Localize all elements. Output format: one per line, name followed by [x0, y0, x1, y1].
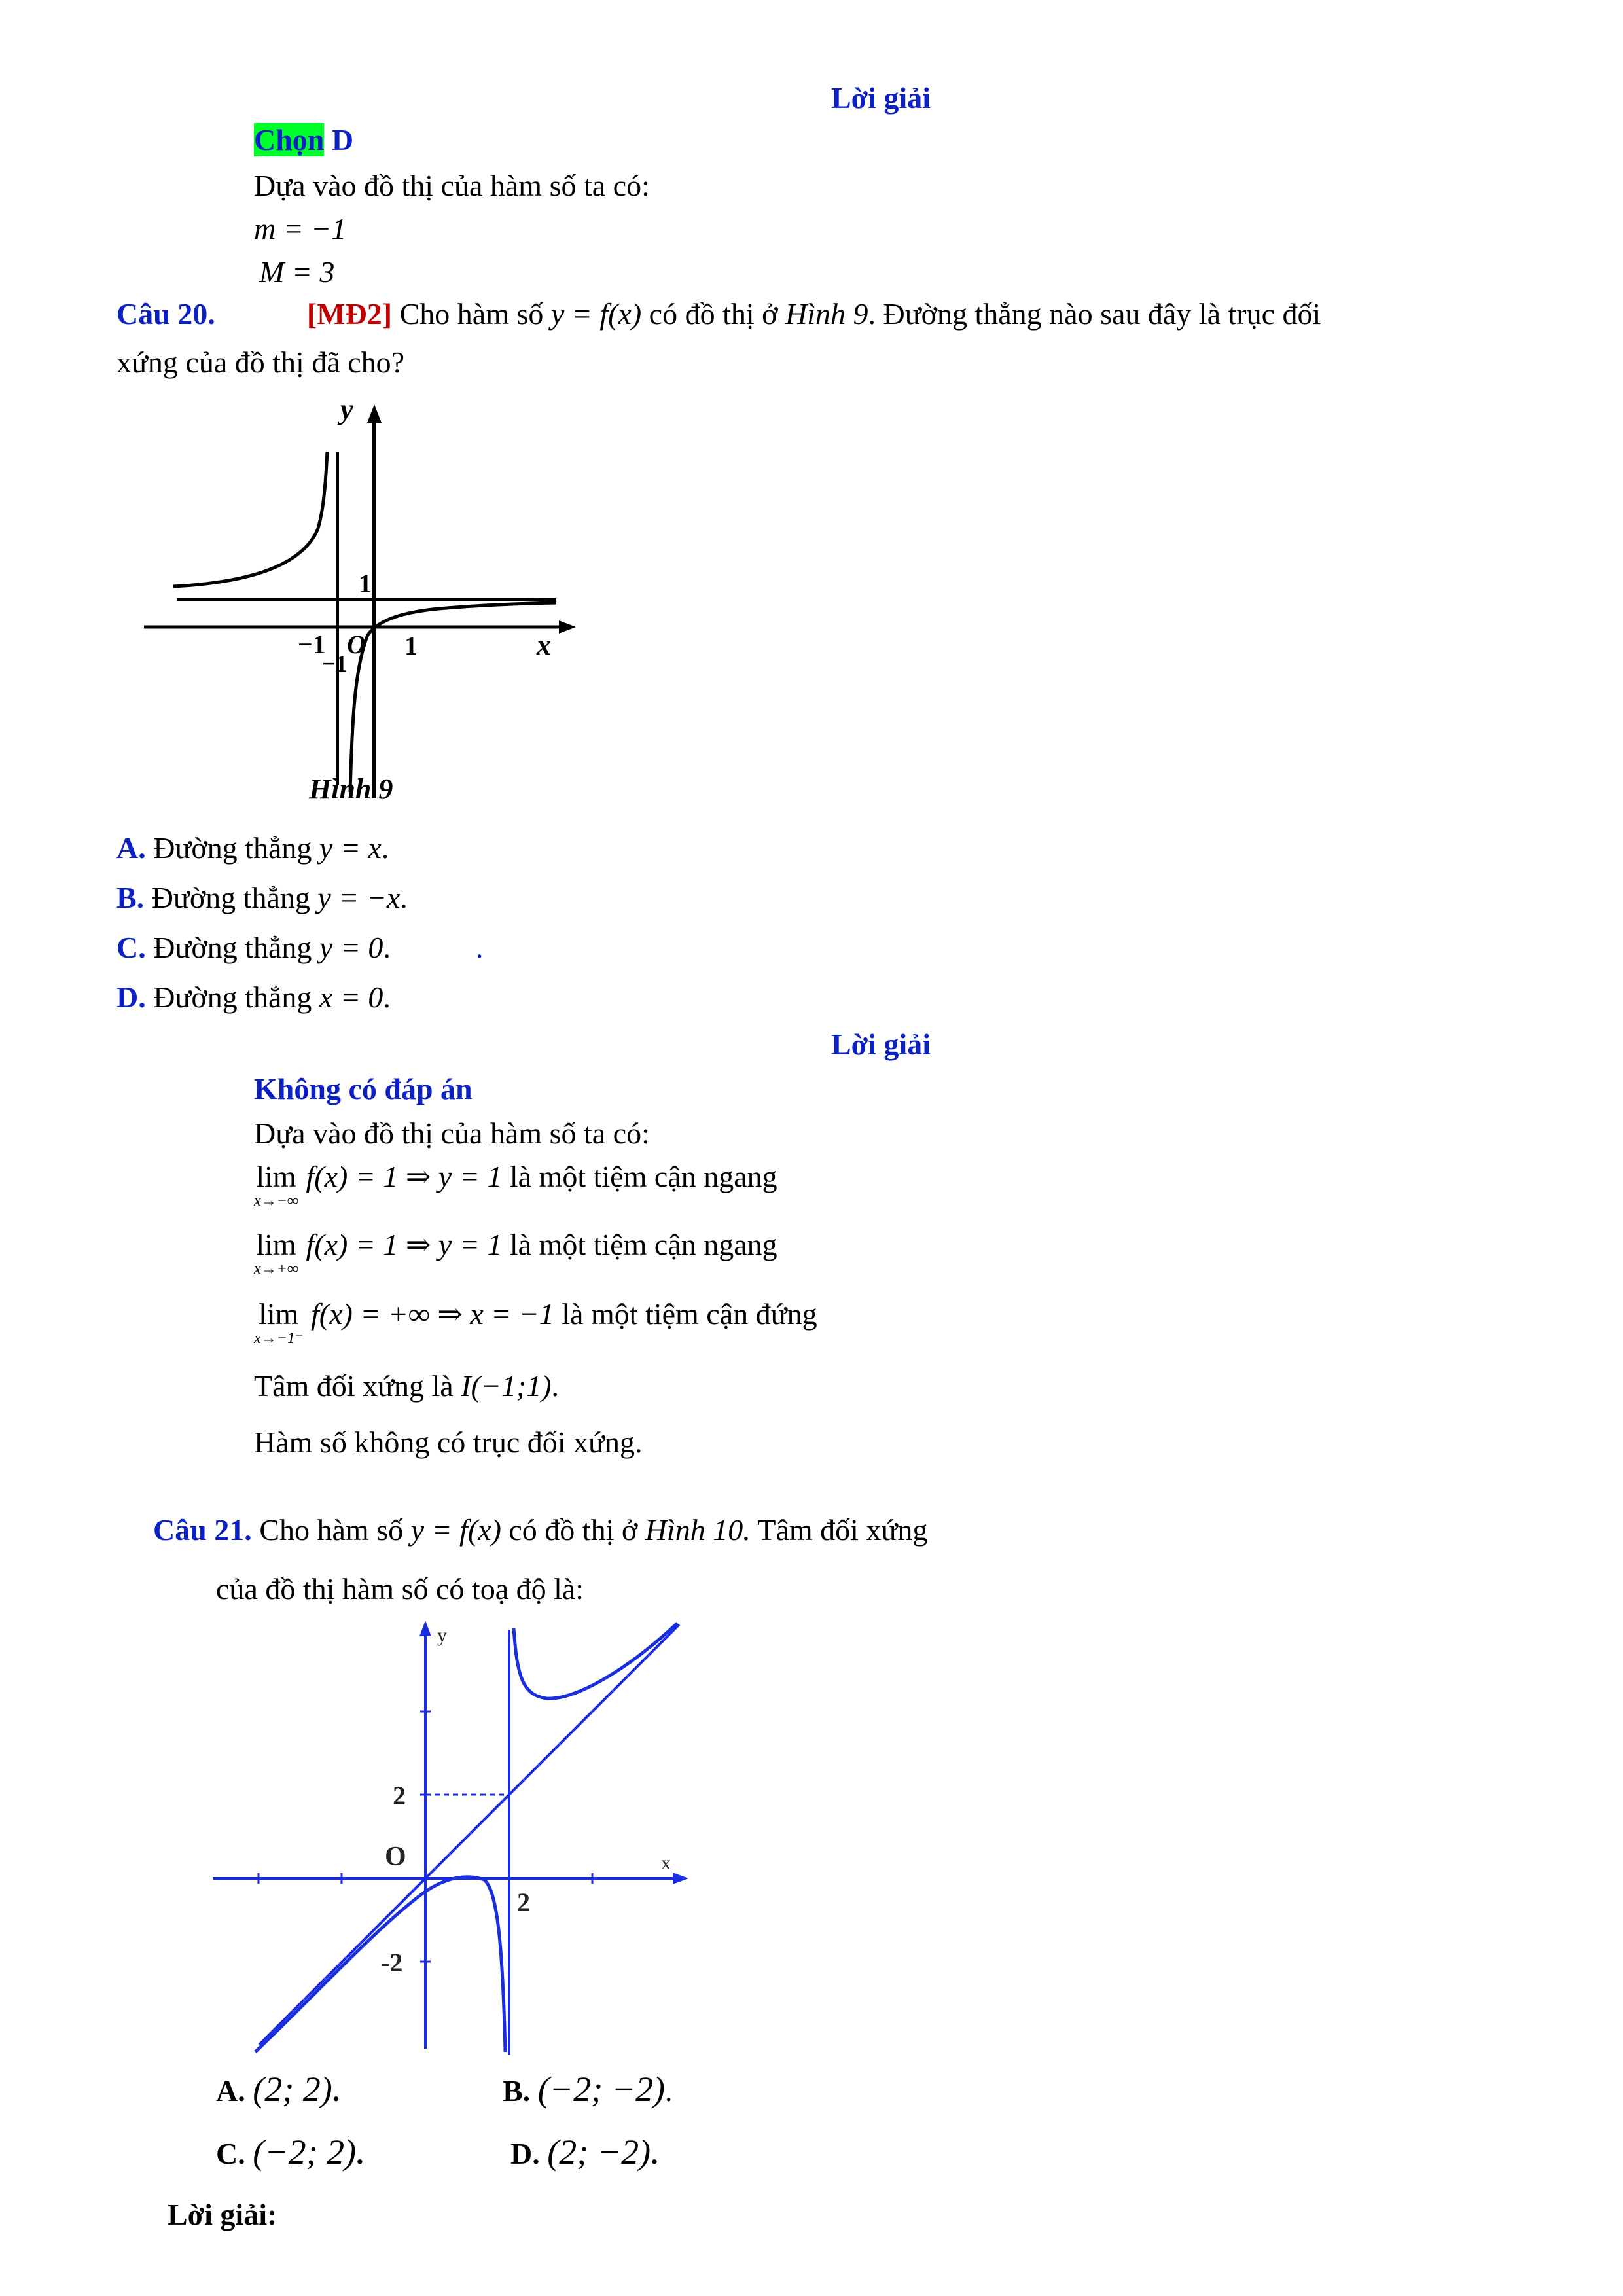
q20-option-b	[116, 880, 408, 916]
q20-option-a-math: y = x	[319, 831, 382, 865]
figure-9-label-y: y	[340, 393, 353, 425]
limit-line-3	[254, 1296, 817, 1346]
limit-1-expr: f(x) = 1 ⇒ y = 1	[306, 1160, 503, 1193]
q21-option-a-letter: A.	[216, 2074, 245, 2108]
figure-10-label-x: x	[661, 1852, 671, 1874]
q21-option-c-math: (−2; 2)	[253, 2132, 357, 2172]
question-20-number: Câu 20.	[116, 297, 215, 331]
question-20-line-1	[116, 296, 1321, 332]
q20-option-b-text: Đường thẳng	[144, 881, 318, 914]
symmetry-center-math: I(−1;1)	[461, 1369, 552, 1403]
figure-9-y-arrow-icon	[367, 404, 382, 423]
question-20-fig-ref: Hình 9	[785, 297, 868, 331]
solution-title-3: Lời giải:	[168, 2198, 277, 2231]
question-20-text-c: . Đường thẳng nào sau đây là trục đối	[868, 297, 1321, 331]
figure-10-graph	[209, 1617, 694, 2062]
q21-option-d	[510, 2131, 658, 2174]
choose-letter: D	[331, 123, 354, 156]
max-value: M = 3	[259, 255, 335, 289]
limit-2-operator	[254, 1227, 298, 1277]
limit-2-text: là một tiệm cận ngang	[502, 1228, 777, 1261]
symmetry-center-line	[254, 1368, 559, 1404]
figure-9-label-1-y: 1	[359, 569, 372, 598]
figure-9-graph	[131, 393, 589, 812]
q20-option-b-math: y = −x	[317, 881, 401, 914]
q21-option-d-math: (2; −2)	[547, 2132, 651, 2172]
symmetry-center-end: .	[551, 1369, 560, 1403]
figure-10-left-branch	[255, 1877, 505, 2052]
q21-option-d-end: .	[651, 2137, 658, 2170]
limit-2-sub: x→+∞	[254, 1261, 298, 1278]
limit-3-operator	[254, 1296, 304, 1346]
solution-intro-2: Dựa vào đồ thị của hàm số ta có:	[254, 1117, 650, 1150]
question-20-line-2: xứng của đồ thị đã cho?	[116, 346, 405, 379]
question-21-func: y = f(x)	[410, 1513, 501, 1547]
figure-10-label-2-x: 2	[517, 1888, 530, 1917]
question-20-text-b: có đồ thị ở	[649, 297, 785, 331]
q21-option-a-end: .	[332, 2074, 340, 2108]
q20-option-c-text: Đường thẳng	[145, 931, 319, 964]
question-21-text-a: Cho hàm số	[251, 1513, 411, 1547]
q20-option-c-end: .	[383, 931, 391, 964]
figure-9-label-x: x	[537, 629, 551, 661]
figure-10-label-neg2-y: -2	[381, 1948, 403, 1977]
choose-label: Chọn	[254, 123, 325, 156]
q20-option-d-end: .	[383, 980, 391, 1014]
min-value: m = −1	[254, 212, 347, 245]
limit-2-lim: lim	[256, 1228, 296, 1261]
limit-3-sub: x→−1⁻	[254, 1330, 304, 1348]
figure-10-label-origin: O	[385, 1842, 406, 1872]
figure-9-right-branch	[350, 603, 556, 792]
limit-line-2	[254, 1227, 777, 1277]
q20-option-c	[116, 929, 483, 965]
limit-1-operator	[254, 1158, 298, 1209]
question-21-text-c: Tâm đối xứng	[750, 1513, 928, 1547]
q20-option-a-text: Đường thẳng	[145, 831, 319, 865]
question-21-number: Câu 21.	[153, 1513, 252, 1547]
question-20-text-a: Cho hàm số	[392, 297, 551, 331]
question-21-line-2: của đồ thị hàm số có toạ độ là:	[216, 1572, 584, 1605]
q20-option-a	[116, 830, 389, 866]
question-21-fig-ref: Hình 10.	[645, 1513, 751, 1547]
q20-option-d-letter: D.	[116, 980, 146, 1014]
figure-10-label-y: y	[437, 1624, 447, 1646]
figure-10-label-2-y: 2	[393, 1781, 406, 1810]
figure-9-label-neg1-y: −1	[322, 651, 348, 677]
limit-1-text: là một tiệm cận ngang	[502, 1160, 777, 1193]
q20-option-a-end: .	[381, 831, 389, 865]
q20-option-a-letter: A.	[116, 831, 146, 865]
q21-option-b-letter: B.	[503, 2074, 531, 2108]
figure-9-left-branch	[173, 452, 327, 586]
limit-3-lim: lim	[259, 1297, 299, 1331]
figure-9-label-origin: O	[347, 630, 366, 659]
q21-option-b	[503, 2068, 673, 2111]
q20-option-b-letter: B.	[116, 881, 145, 914]
figure-9-label-neg1-x: −1	[298, 630, 326, 659]
figure-10-x-arrow-icon	[673, 1873, 688, 1884]
q20-option-d	[116, 979, 391, 1015]
question-21-line-1	[153, 1512, 927, 1548]
question-20-func: y = f(x)	[550, 297, 642, 331]
limit-1-sub: x→−∞	[254, 1193, 298, 1210]
q21-option-d-letter: D.	[510, 2137, 540, 2170]
figure-9-caption: Hình 9	[309, 773, 393, 805]
q21-option-c-end: .	[356, 2137, 364, 2170]
figure-10-y-arrow-icon	[419, 1621, 431, 1636]
limit-3-expr: f(x) = +∞ ⇒ x = −1	[311, 1297, 554, 1331]
q20-option-b-end: .	[400, 881, 408, 914]
figure-10-oblique-asymptote	[259, 1624, 679, 2045]
question-20-level: [MĐ2]	[306, 297, 393, 331]
solution-title-1: Lời giải	[831, 81, 931, 115]
conclusion-line: Hàm số không có trục đối xứng.	[254, 1426, 643, 1459]
q21-option-a-math: (2; 2)	[253, 2070, 332, 2109]
choose-answer	[254, 122, 353, 158]
figure-9-label-1-x: 1	[404, 631, 418, 660]
q21-option-a	[216, 2068, 340, 2111]
limit-3-text: là một tiệm cận đứng	[554, 1297, 817, 1331]
q20-option-d-text: Đường thẳng	[145, 980, 319, 1014]
figure-9-x-arrow-icon	[559, 620, 576, 634]
q21-option-b-end: .	[665, 2074, 673, 2108]
q20-option-c-letter: C.	[116, 931, 146, 964]
question-21-text-b: có đồ thị ở	[508, 1513, 645, 1547]
limit-1-lim: lim	[256, 1160, 296, 1193]
no-answer-note: Không có đáp án	[254, 1072, 473, 1105]
limit-2-expr: f(x) = 1 ⇒ y = 1	[306, 1228, 503, 1261]
solution-intro-1: Dựa vào đồ thị của hàm số ta có:	[254, 169, 650, 202]
q21-option-c-letter: C.	[216, 2137, 245, 2170]
solution-title-2: Lời giải	[831, 1028, 931, 1061]
q20-option-c-math: y = 0	[319, 931, 383, 964]
figure-10-right-branch	[514, 1623, 677, 1698]
symmetry-center-text: Tâm đối xứng là	[254, 1369, 461, 1403]
q21-option-c	[216, 2131, 364, 2174]
q21-option-b-math: (−2; −2)	[537, 2070, 666, 2109]
q20-option-c-stray: .	[475, 931, 484, 964]
q20-option-d-math: x = 0	[319, 980, 383, 1014]
limit-line-1	[254, 1158, 777, 1209]
